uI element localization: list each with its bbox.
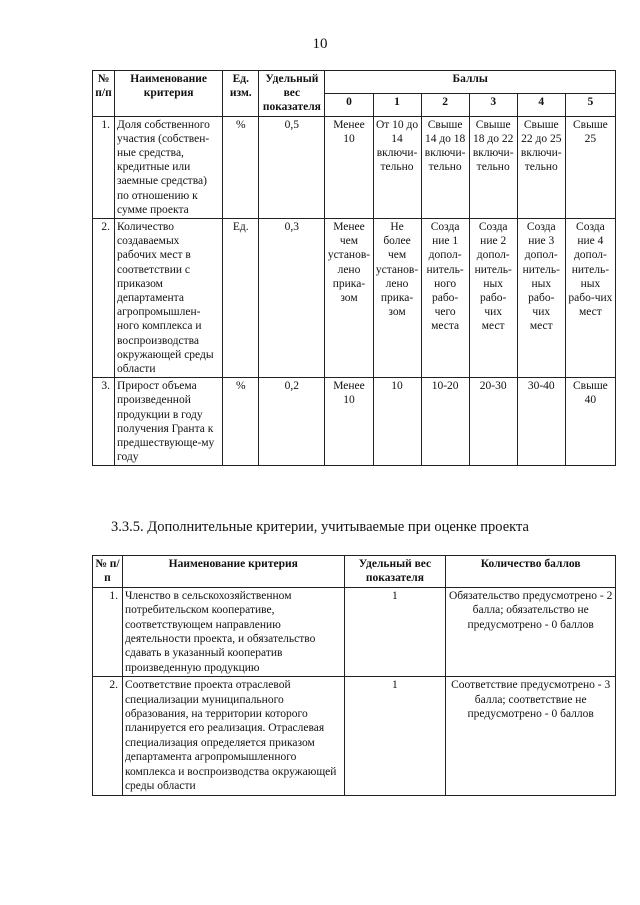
header-score-3: 3 (469, 93, 517, 116)
row-score: 10-20 (421, 378, 469, 466)
row-num: 3. (93, 378, 115, 466)
row-score: Свыше 25 (565, 116, 615, 218)
row-score: 20-30 (469, 378, 517, 466)
row-num: 1. (93, 587, 123, 676)
row-score: Созда ние 3 допол-нитель-ных рабо-чих мест (517, 219, 565, 378)
header-name: Наименование критерия (115, 71, 223, 117)
header-score-1: 1 (373, 93, 421, 116)
row-num: 2. (93, 677, 123, 795)
header-score-0: 0 (325, 93, 373, 116)
row-points: Соответствие предусмотрено - 3 балла; соответствие не предусмотрено - 0 баллов (446, 677, 616, 795)
row-score: 10 (373, 378, 421, 466)
row-score: Созда ние 1 допол-нитель-ного рабо-чего места (421, 219, 469, 378)
table-row (93, 116, 616, 218)
row-unit: % (223, 378, 259, 466)
row-score: Свыше 40 (565, 378, 615, 466)
row-score: Созда ние 4 допол-нитель-ных рабо-чих мест (565, 219, 615, 378)
row-score: Свыше 14 до 18 включи-тельно (421, 116, 469, 218)
row-score: Менее чем установ-лено прика-зом (325, 219, 373, 378)
row-score: Созда ние 2 допол-нитель-ных рабо-чих мест (469, 219, 517, 378)
row-unit: Ед. (223, 219, 259, 378)
header-score-4: 4 (517, 93, 565, 116)
row-score: От 10 до 14 включи-тельно (373, 116, 421, 218)
additional-criteria-table (92, 555, 616, 796)
row-name: Соответствие проекта отраслевой специализации муниципального образования, на территории которого планируется его реализация. Отраслевая специализация определяется приказом департамента агропромышленного комплекса и воспроизводства окружающей среды области (122, 677, 344, 795)
header-points: Количество баллов (446, 556, 616, 588)
table-row (93, 378, 616, 466)
row-weight: 1 (344, 587, 446, 676)
table-row (93, 587, 616, 676)
header-weight: Удельный вес показателя (344, 556, 446, 588)
table-row (93, 677, 616, 795)
row-score: 30-40 (517, 378, 565, 466)
row-weight: 0,5 (259, 116, 325, 218)
section-heading: 3.3.5. Дополнительные критерии, учитываемые при оценке проекта (111, 519, 529, 535)
row-score: Свыше 22 до 25 включи-тельно (517, 116, 565, 218)
page-number: 10 (312, 36, 328, 52)
header-name: Наименование критерия (122, 556, 344, 588)
row-num: 1. (93, 116, 115, 218)
header-num: № п/п (93, 556, 123, 588)
row-weight: 1 (344, 677, 446, 795)
row-unit: % (223, 116, 259, 218)
row-weight: 0,3 (259, 219, 325, 378)
row-name: Членство в сельскохозяйственном потребительском кооперативе, соответствующем направлению деятельности проекта, и обязательство сдавать в указанный кооператив произведенную продукцию (122, 587, 344, 676)
header-scores: Баллы (325, 71, 616, 94)
row-name: Доля собственного участия (собствен-ные средства, кредитные или заемные средства) по отношению к сумме проекта (115, 116, 223, 218)
header-score-5: 5 (565, 93, 615, 116)
row-name: Прирост объема произведенной продукции в году получения Гранта к предшествующе-му году (115, 378, 223, 466)
header-weight: Удельный вес показателя (259, 71, 325, 117)
header-score-2: 2 (421, 93, 469, 116)
row-num: 2. (93, 219, 115, 378)
row-points: Обязательство предусмотрено - 2 балла; обязательство не предусмотрено - 0 баллов (446, 587, 616, 676)
row-name: Количество создаваемых рабочих мест в соответствии с приказом департамента агропромышлен-ного комплекса и воспроизводства окружающей среды области (115, 219, 223, 378)
row-score: Свыше 18 до 22 включи-тельно (469, 116, 517, 218)
scoring-criteria-table (92, 70, 616, 466)
row-score: Менее 10 (325, 116, 373, 218)
row-score: Менее 10 (325, 378, 373, 466)
header-num: № п/п (93, 71, 115, 117)
row-weight: 0,2 (259, 378, 325, 466)
row-score: Не более чем установ-лено прика-зом (373, 219, 421, 378)
header-unit: Ед. изм. (223, 71, 259, 117)
table-row (93, 219, 616, 378)
